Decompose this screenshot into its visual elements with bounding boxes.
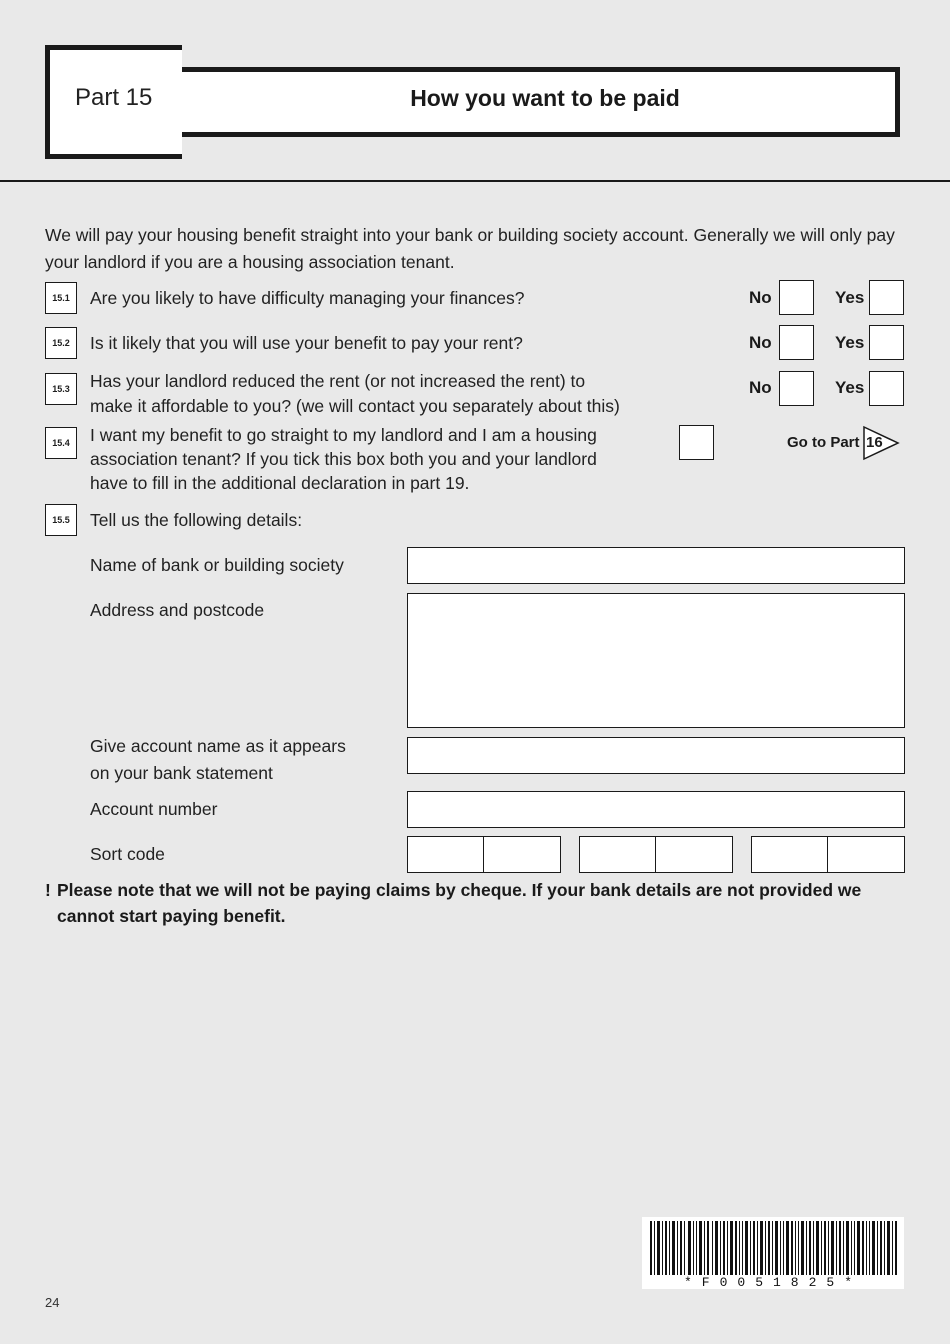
cheque-note: Please note that we will not be paying claims by cheque. If your bank details are not provided we cannot start paying benefit. [57,880,862,926]
sort-code-digit-input[interactable] [828,836,905,873]
barcode-text: *F0051825* [683,1275,862,1290]
address-input[interactable] [407,593,905,728]
sort-code-digit-input[interactable] [484,836,561,873]
account-name-input[interactable] [407,737,905,774]
sort-code-digit-input[interactable] [751,836,828,873]
sort-code-label: Sort code [90,844,165,864]
question-15-3-line1: Has your landlord reduced the rent (or not increased the rent) to [90,371,586,391]
question-15-4-line2: association tenant? If you tick this box both you and your landlord [90,449,597,469]
question-number-15-2: 15.2 [45,327,77,359]
sort-code-digit-input[interactable] [656,836,733,873]
intro-text: We will pay your housing benefit straight into your bank or building society account. Generally we will only pay your landlord if you are a housing association tenant. [45,225,895,272]
q15-1-no-checkbox[interactable] [779,280,814,315]
q15-3-yes-checkbox[interactable] [869,371,904,406]
sort-code-digit-input[interactable] [407,836,484,873]
account-name-label-line2: on your bank statement [90,763,273,783]
q15-4-landlord-checkbox[interactable] [679,425,714,460]
goto-label: Go to Part [787,434,860,451]
no-label: No [749,288,772,307]
question-15-5-text: Tell us the following details: [90,510,303,530]
question-15-4-line3: have to fill in the additional declaration in part 19. [90,473,470,493]
sort-code-digit-input[interactable] [579,836,656,873]
question-15-2-text: Is it likely that you will use your benefit to pay your rent? [90,333,523,353]
page-number: 24 [45,1295,60,1310]
question-15-3-line2: make it affordable to you? (we will contact you separately about this) [90,396,620,416]
question-number-15-3: 15.3 [45,373,77,405]
address-label: Address and postcode [90,600,265,620]
question-number-15-4: 15.4 [45,427,77,459]
yes-label: Yes [835,378,865,397]
sort-code-group-2 [579,836,733,873]
no-label: No [749,378,772,397]
account-number-input[interactable] [407,791,905,828]
q15-2-yes-checkbox[interactable] [869,325,904,360]
page-title: How you want to be paid [410,85,680,111]
header-divider [0,180,950,182]
no-label: No [749,333,772,352]
question-number-15-1: 15.1 [45,282,77,314]
q15-1-yes-checkbox[interactable] [869,280,904,315]
part-label: Part 15 [75,84,153,111]
sort-code-group-1 [407,836,561,873]
question-number-15-5: 15.5 [45,504,77,536]
warning-icon: ! [45,880,51,900]
bank-name-input[interactable] [407,547,905,584]
barcode-bars [642,1217,904,1277]
q15-2-no-checkbox[interactable] [779,325,814,360]
q15-3-no-checkbox[interactable] [779,371,814,406]
sort-code-group-3 [751,836,905,873]
yes-label: Yes [835,288,865,307]
question-15-4-line1: I want my benefit to go straight to my landlord and I am a housing [90,425,597,445]
yes-label: Yes [835,333,865,352]
account-number-label: Account number [90,799,218,819]
question-15-1-text: Are you likely to have difficulty managing your finances? [90,288,525,308]
goto-part-number: 16 [866,434,883,451]
bank-name-label: Name of bank or building society [90,555,344,575]
account-name-label-line1: Give account name as it appears [90,736,346,756]
